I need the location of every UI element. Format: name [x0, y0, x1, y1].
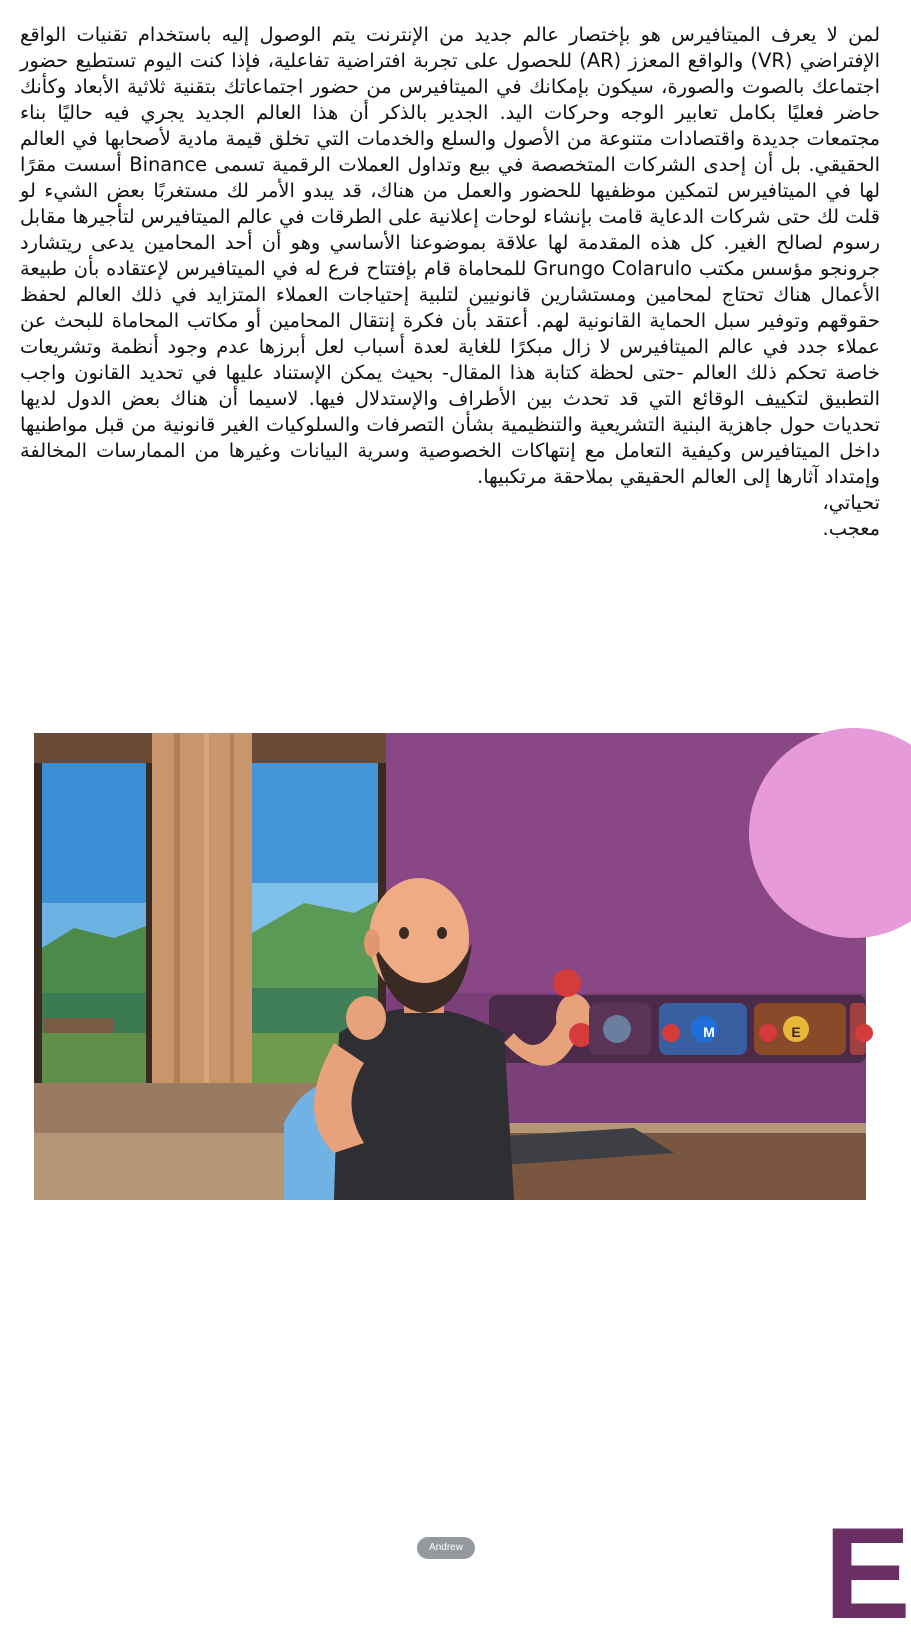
article-paragraph: لمن لا يعرف الميتافيرس هو بإختصار عالم جديد من الإنترنت يتم الوصول إليه باستخدام تقنيات الواقع الإفتراضي (VR) والواقع المعزز (AR) للحصول على تجربة افتراضية تفاعلية، فإذا كنت اليوم تستطيع حضور اجتماعك بالصوت والصورة، سيكون بإمكانك في الميتافيرس من حضور اجتماعاتك بتقنية ثلاثية الأبعاد وكأنك حاضر فعليًا بكامل تعابير الوجه وحركات اليد. الجدير بالذكر أن هذا العالم الجديد يجري فيه حاليًا بناء مجتمعات جديدة واقتصادات متنوعة من الأصول والسلع والخدمات التي تخلق قيمة مادية لأصحابها في العالم الحقيقي. بل أن إحدى الشركات المتخصصة في بيع وتداول العملات الرقمية تسمى Binance أسست مقرًا لها في الميتافيرس لتمكين موظفيها للحضور والعمل من هناك، قد يبدو الأمر لك مستغربًا بعض الشيء لو قلت لك حتى شركات الدعاية قامت بإنشاء لوحات إعلانية على الطرقات في عالم الميتافيرس لتأجيرها مقابل رسوم لصالح الغير. كل هذه المقدمة لها علاقة بموضوعنا الأساسي وهو أن أحد المحامين يدعى ريتشارد جرونجو مؤسس مكتب Grungo Colarulo للمحاماة قام بإفتتاح فرع له في الميتافيرس لإعتقاده بأن طبيعة الأعمال هناك تحتاج لمحامين ومستشارين قانونيين لتلبية إحتياجات العملاء المتزايد في ذلك العالم لحفظ حقوقهم وتوفير سبل الحماية القانونية لهم. أعتقد بأن فكرة إنتقال المحامين أو مكاتب المحاماة للبحث عن عملاء جدد في عالم الميتافيرس لا زال مبكرًا للغاية لعدة أسباب لعل أبرزها عدم وجود أنظمة وتشريعات خاصة تحكم ذلك العالم -حتى لحظة كتابة هذا المقال- بحيث يمكن الإستناد عليها في تحديد القانون واجب التطبيق لتكييف الوقائع التي قد تحدث بين الأطراف والإستدلال فيها. لاسيما أن هناك بعض الدول لديها تحديات حول جاهزية البنية التشريعية والتنظيمية بشأن التصرفات والسلوكيات الغير قانونية من قبل مواطنيها داخل الميتافيرس وكيفية التعامل مع إنتهاكات الخصوصية وسرية البيانات وغيرها من الممارسات المخالفة وإمتداد آثارها إلى العالم الحقيقي بملاحقة مرتكبيها.: [20, 23, 880, 488]
participant-tile-letter: M: [703, 1024, 715, 1040]
avatar-name-tag: Andrew: [417, 1537, 475, 1559]
article-body: [20, 22, 880, 542]
closing-line: تحياتي،: [822, 491, 880, 514]
screen-letter: E: [824, 1500, 911, 1646]
vr-meeting-photo: [34, 733, 911, 1646]
vr-scene-illustration: [34, 733, 866, 1200]
participant-tile-letter: E: [791, 1024, 801, 1040]
signature: معجب.: [822, 517, 880, 540]
